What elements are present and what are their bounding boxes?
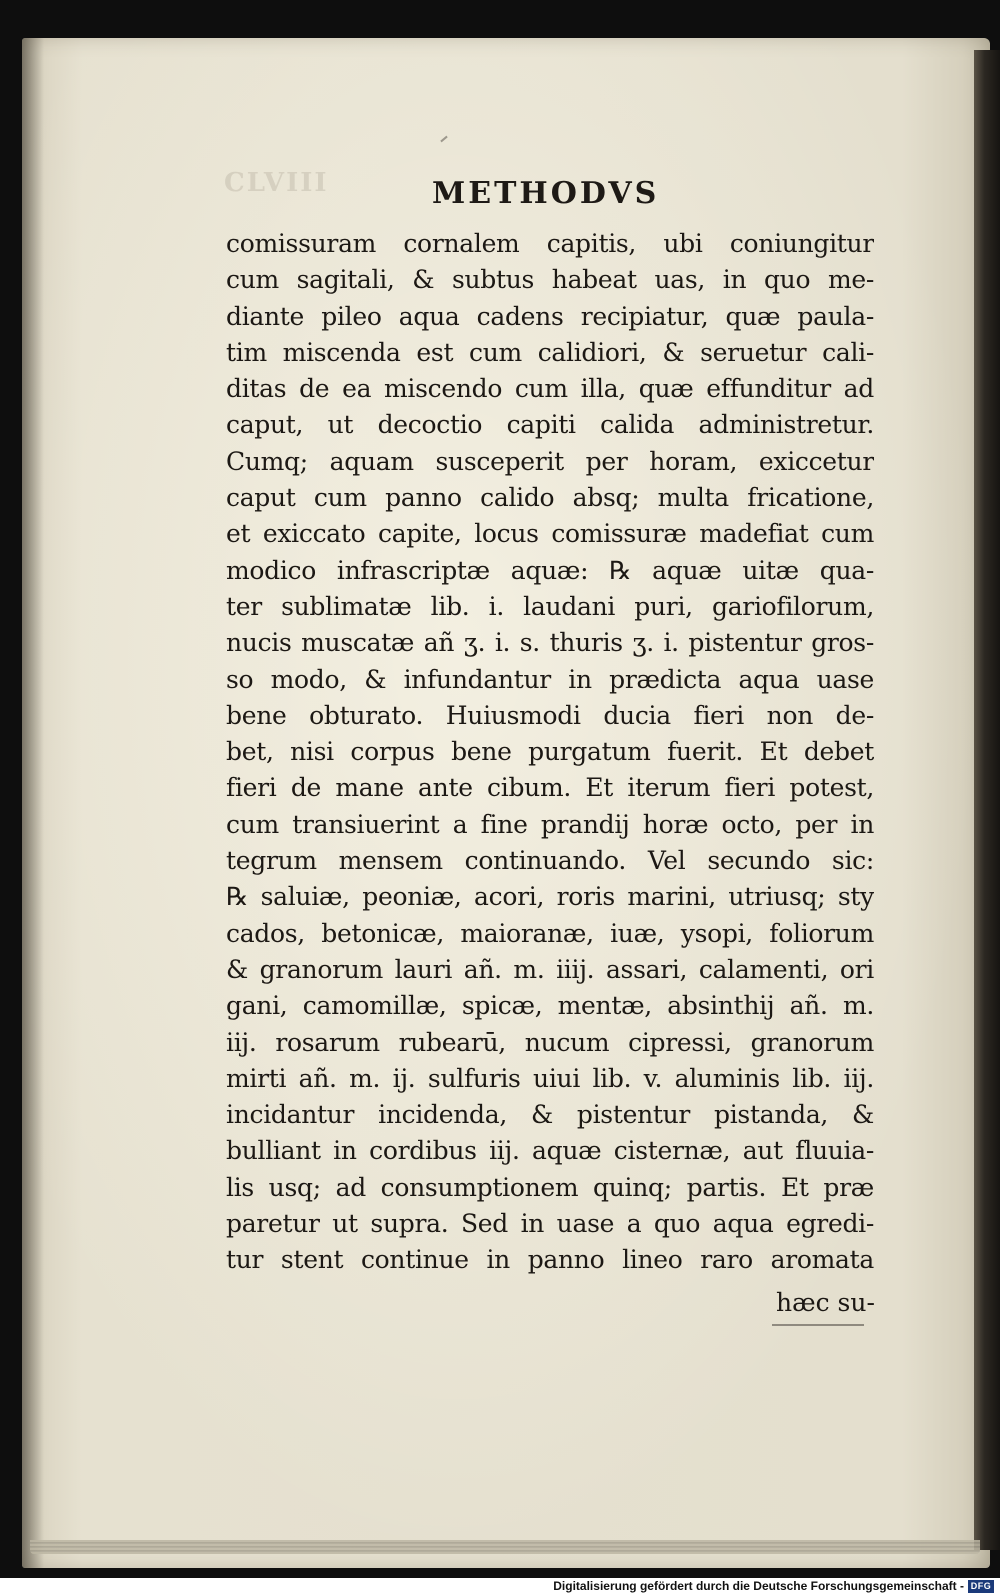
text-line: iij. rosarum rubearū, nucum cipressi, granorum [226,1027,874,1057]
text-block [226,226,874,1279]
text-line: modico infrascriptæ aquæ: ℞ aquæ uitæ qua- [226,555,874,585]
text-line: incidantur incidenda, & pistentur pistanda, & [226,1100,874,1130]
page-left-shadow [22,38,44,1568]
text-line: bet, nisi corpus bene purgatum fuerit. Et debet [226,737,874,767]
dfg-logo-icon: DFG [968,1580,994,1593]
text-line: so modo, & infundantur in prædicta aqua uase [226,664,874,694]
text-line: bulliant in cordibus iij. aquæ cisternæ, aut fluuia- [226,1136,874,1166]
running-head: METHODVS [432,176,660,211]
stacked-page-edges [30,1540,980,1554]
text-line: caput cum panno calido absq; multa fricatione, [226,483,874,513]
text-line: nucis muscatæ añ ʒ. i. s. thuris ʒ. i. pistentur gros- [226,628,874,658]
text-line: ditas de ea miscendo cum illa, quæ effunditur ad [226,374,874,404]
text-line: paretur ut supra. Sed in uase a quo aqua egredi- [226,1209,874,1239]
text-line: caput, ut decoctio capiti calida administretur. [226,410,874,440]
catchword-rule [772,1324,864,1326]
book-fore-edge [974,50,1000,1550]
text-line: bene obturato. Huiusmodi ducia fieri non de- [226,700,874,730]
text-line: tur stent continue in panno lineo raro aromata [226,1245,874,1275]
text-line: cum transiuerint a fine prandij horæ octo, per in [226,809,874,839]
faded-folio-number: CLVIII [224,168,329,198]
text-line: diante pileo aqua cadens recipiatur, quæ paula- [226,301,874,331]
digitization-credit: Digitalisierung gefördert durch die Deutsche Forschungsgemeinschaft - [553,1579,964,1593]
text-line: lis usq; ad consumptionem quinq; partis. Et præ [226,1172,874,1202]
text-line: mirti añ. m. ij. sulfuris uiui lib. v. aluminis lib. iij. [226,1063,874,1093]
text-line: ter sublimatæ lib. i. laudani puri, gariofilorum, [226,591,874,621]
text-line: et exiccato capite, locus comissuræ madefiat cum [226,519,874,549]
text-line: comissuram cornalem capitis, ubi coniungitur [226,229,874,258]
text-line: cum sagitali, & subtus habeat uas, in quo me- [226,265,874,295]
text-line: cados, betonicæ, maioranæ, iuæ, ysopi, foliorum [226,918,874,948]
catchword: hæc su- [776,1288,875,1317]
text-line: & granorum lauri añ. m. iiij. assari, calamenti, ori [226,954,874,984]
text-line: tim miscenda est cum calidiori, & seruetur cali- [226,337,874,367]
text-line: fieri de mane ante cibum. Et iterum fieri potest, [226,773,874,803]
text-line: ℞ saluiæ, peoniæ, acori, roris marini, utriusq; sty [226,882,874,912]
text-line: Cumq; aquam susceperit per horam, exiccetur [226,446,874,476]
text-line: tegrum mensem continuando. Vel secundo sic: [226,846,874,876]
text-line: gani, camomillæ, spicæ, mentæ, absinthij añ. m. [226,991,874,1021]
